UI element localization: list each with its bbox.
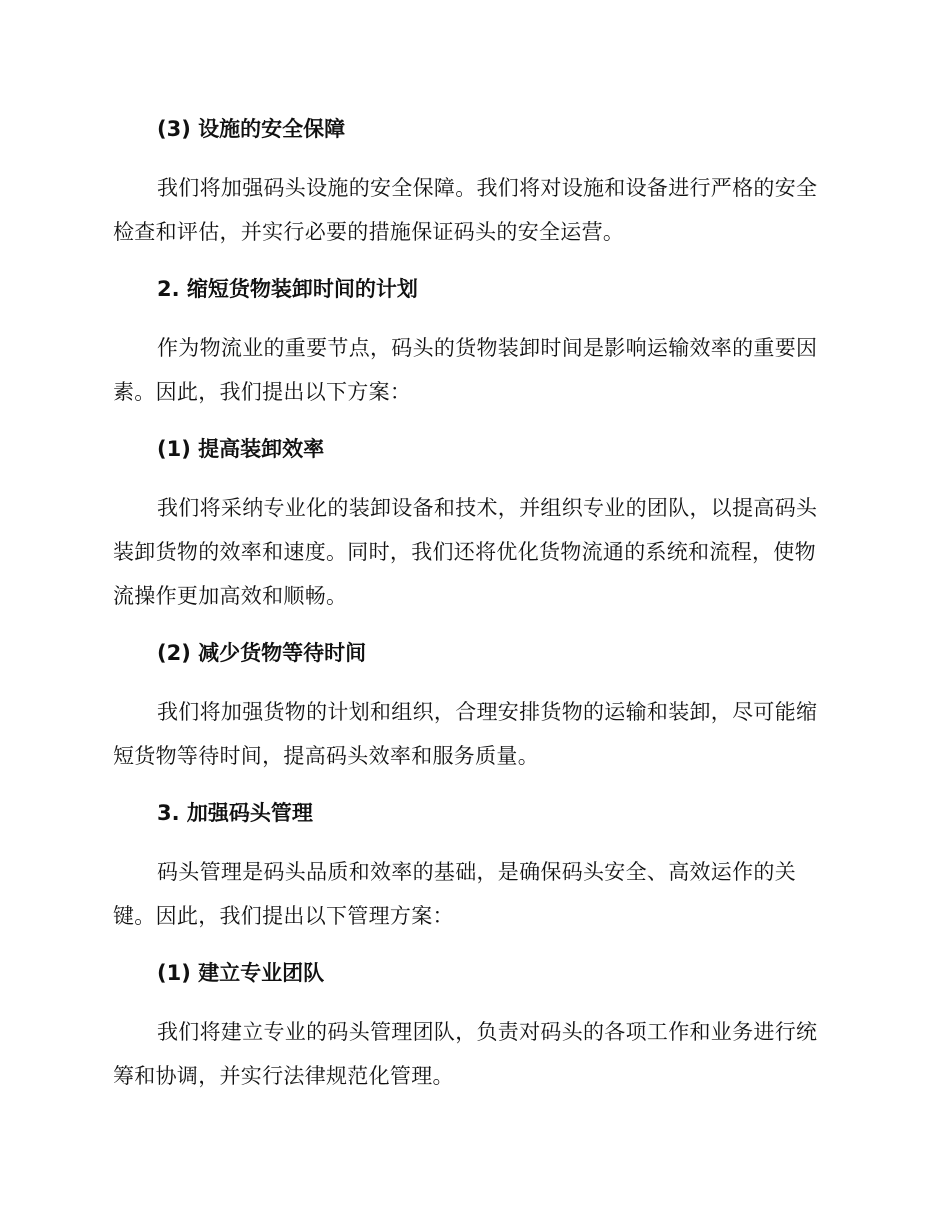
paragraph-reduce-waiting: 我们将加强货物的计划和组织，合理安排货物的运输和装卸，尽可能缩短货物等待时间，提高码头效率和服务质量。 <box>113 700 818 768</box>
section-heading-improve-efficiency: (1) 提高装卸效率 <box>157 437 325 461</box>
paragraph-loading-time-intro: 作为物流业的重要节点，码头的货物装卸时间是影响运输效率的重要因素。因此，我们提出以下方案： <box>113 336 818 404</box>
section-heading-reduce-waiting: (2) 减少货物等待时间 <box>157 641 367 665</box>
section-heading-facility-safety: (3) 设施的安全保障 <box>157 117 346 141</box>
section-heading-shorten-loading-time: 2. 缩短货物装卸时间的计划 <box>157 277 418 301</box>
paragraph-facility-safety: 我们将加强码头设施的安全保障。我们将对设施和设备进行严格的安全检查和评估，并实行必要的措施保证码头的安全运营。 <box>113 176 818 244</box>
section-heading-dock-management: 3. 加强码头管理 <box>157 801 313 825</box>
section-heading-professional-team: (1) 建立专业团队 <box>157 961 325 985</box>
paragraph-professional-team: 我们将建立专业的码头管理团队，负责对码头的各项工作和业务进行统筹和协调，并实行法律规范化管理。 <box>113 1020 818 1088</box>
paragraph-improve-efficiency: 我们将采纳专业化的装卸设备和技术，并组织专业的团队，以提高码头装卸货物的效率和速度。同时，我们还将优化货物流通的系统和流程，使物流操作更加高效和顺畅。 <box>113 496 818 608</box>
paragraph-dock-management: 码头管理是码头品质和效率的基础，是确保码头安全、高效运作的关键。因此，我们提出以下管理方案： <box>113 860 796 928</box>
